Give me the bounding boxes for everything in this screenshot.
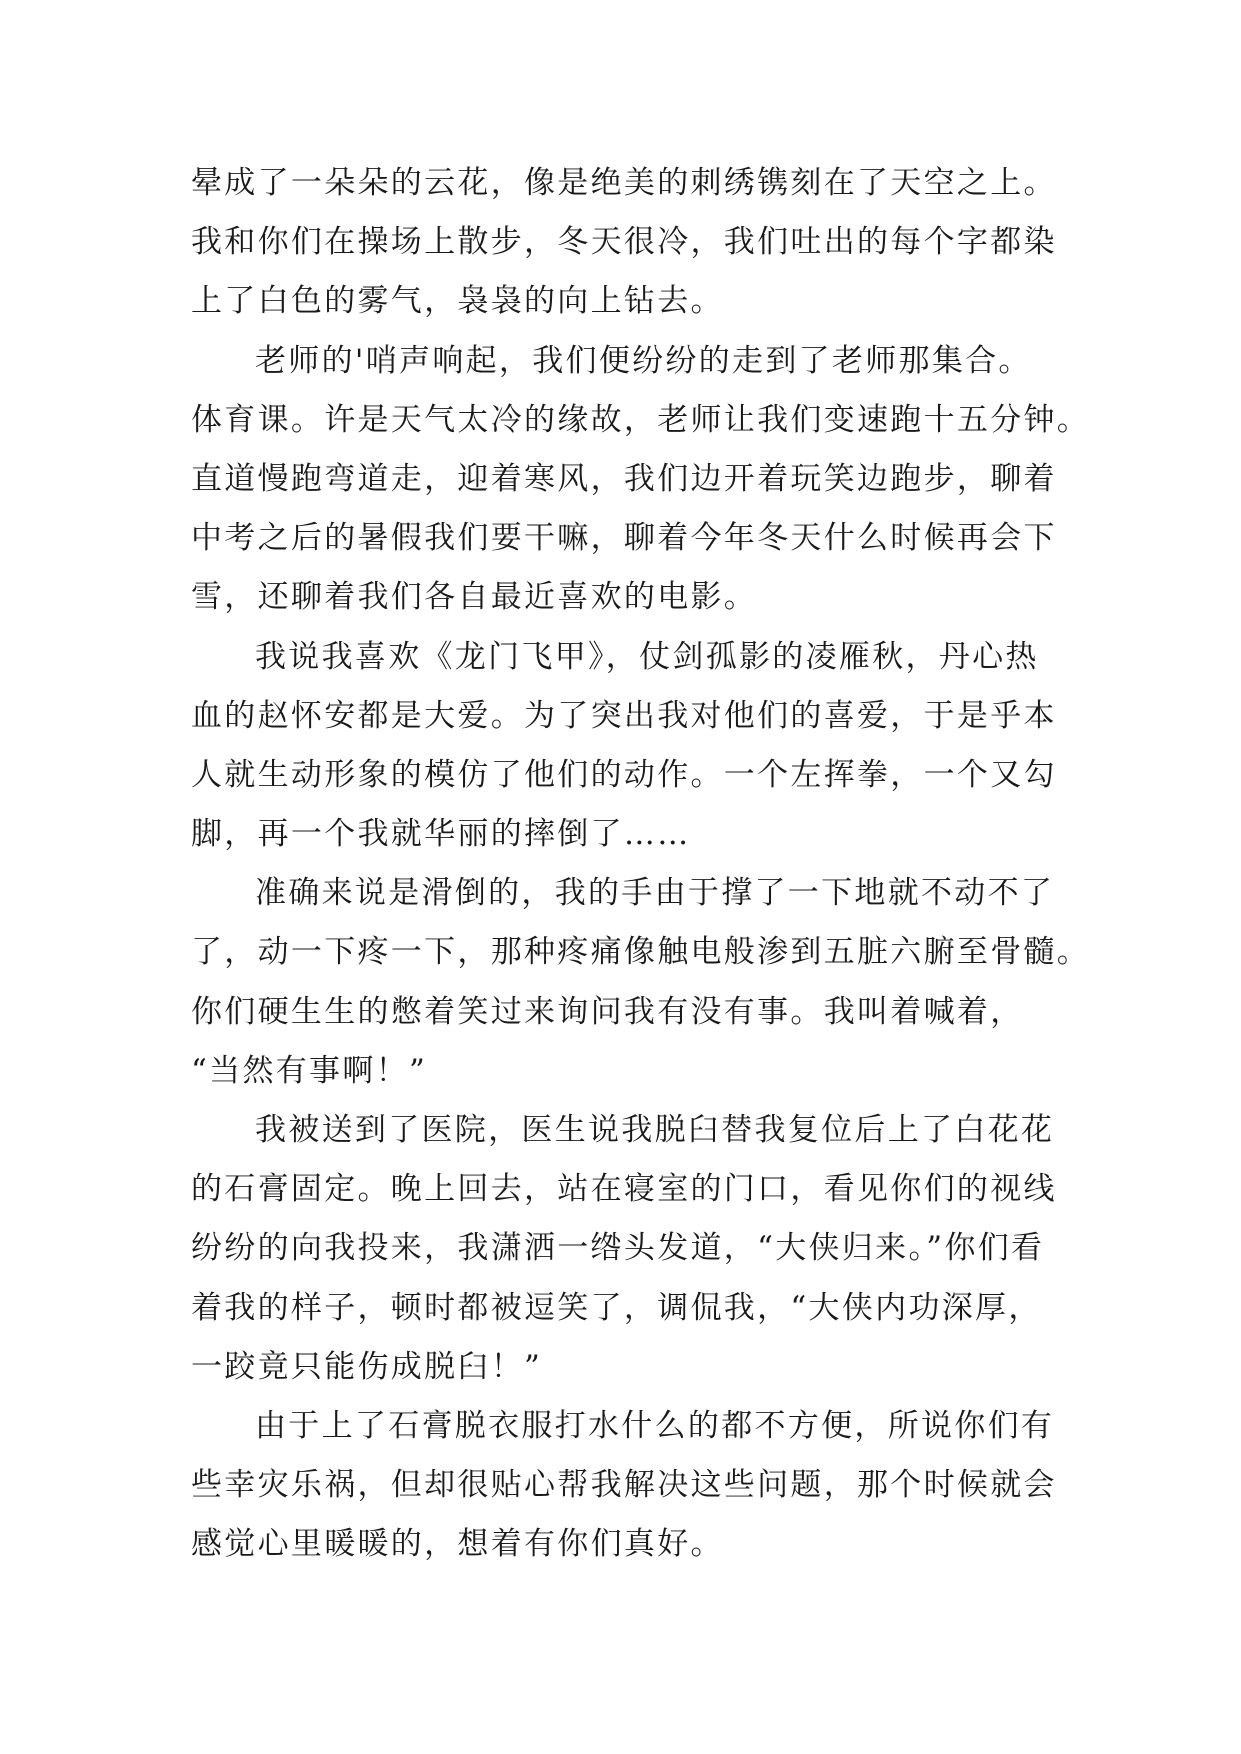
text-line: “当然有事啊！”	[191, 1052, 428, 1089]
text-line: 些幸灾乐祸，但却很贴心帮我解决这些问题，那个时候就会	[191, 1467, 1057, 1504]
text-line: 体育课。许是天气太冷的缘故，老师让我们变速跑十五分钟。	[191, 401, 1091, 438]
text-line: 人就生动形象的模仿了他们的动作。一个左挥拳，一个又勾	[191, 756, 1057, 793]
document-body	[191, 154, 1091, 1575]
paragraph-start-line: 我被送到了医院，医生说我脱臼替我复位后上了白花花	[255, 1112, 1055, 1148]
text-line: 你们硬生生的憋着笑过来询问我有没有事。我叫着喊着，	[191, 993, 1024, 1030]
text-line: 晕成了一朵朵的云花，像是绝美的刺绣镌刻在了天空之上。	[191, 165, 1057, 201]
text-line: 直道慢跑弯道走，迎着寒风，我们边开着玩笑边跑步，聊着	[191, 460, 1057, 497]
text-line: 了，动一下疼一下，那种疼痛像触电般渗到五脏六腑至骨髓。	[191, 934, 1091, 971]
paragraph-start-line: 老师的'哨声响起，我们便纷纷的走到了老师那集合。	[255, 342, 1032, 379]
text-line: 一跤竟只能伤成脱臼！”	[191, 1348, 543, 1385]
paragraph-start-line: 我说我喜欢《龙门飞甲》，仗剑孤影的凌雁秋，丹心热	[255, 638, 1039, 675]
text-line: 血的赵怀安都是大爱。为了突出我对他们的喜爱，于是乎本	[191, 697, 1057, 734]
paragraph-start-line: 由于上了石膏脱衣服打水什么的都不方便，所说你们有	[255, 1407, 1055, 1444]
text-line: 着我的样子，顿时都被逗笑了，调侃我，“大侠内功深厚，	[191, 1289, 1042, 1326]
text-line: 我和你们在操场上散步，冬天很冷，我们吐出的每个字都染	[191, 224, 1057, 261]
text-line: 上了白色的雾气，袅袅的向上钻去。	[191, 283, 724, 320]
text-line: 的石膏固定。晚上回去，站在寝室的门口，看见你们的视线	[191, 1171, 1057, 1208]
text-line: 脚，再一个我就华丽的摔倒了……	[191, 816, 691, 853]
text-line: 纷纷的向我投来，我潇洒一绺头发道，“大侠归来。”你们看	[191, 1230, 1045, 1267]
text-line: 中考之后的暑假我们要干嘛，聊着今年冬天什么时候再会下	[191, 520, 1057, 557]
paragraph-start-line: 准确来说是滑倒的，我的手由于撑了一下地就不动不了	[255, 875, 1055, 912]
text-line: 雪，还聊着我们各自最近喜欢的电影。	[191, 579, 758, 616]
text-line: 感觉心里暖暖的，想着有你们真好。	[191, 1526, 724, 1563]
